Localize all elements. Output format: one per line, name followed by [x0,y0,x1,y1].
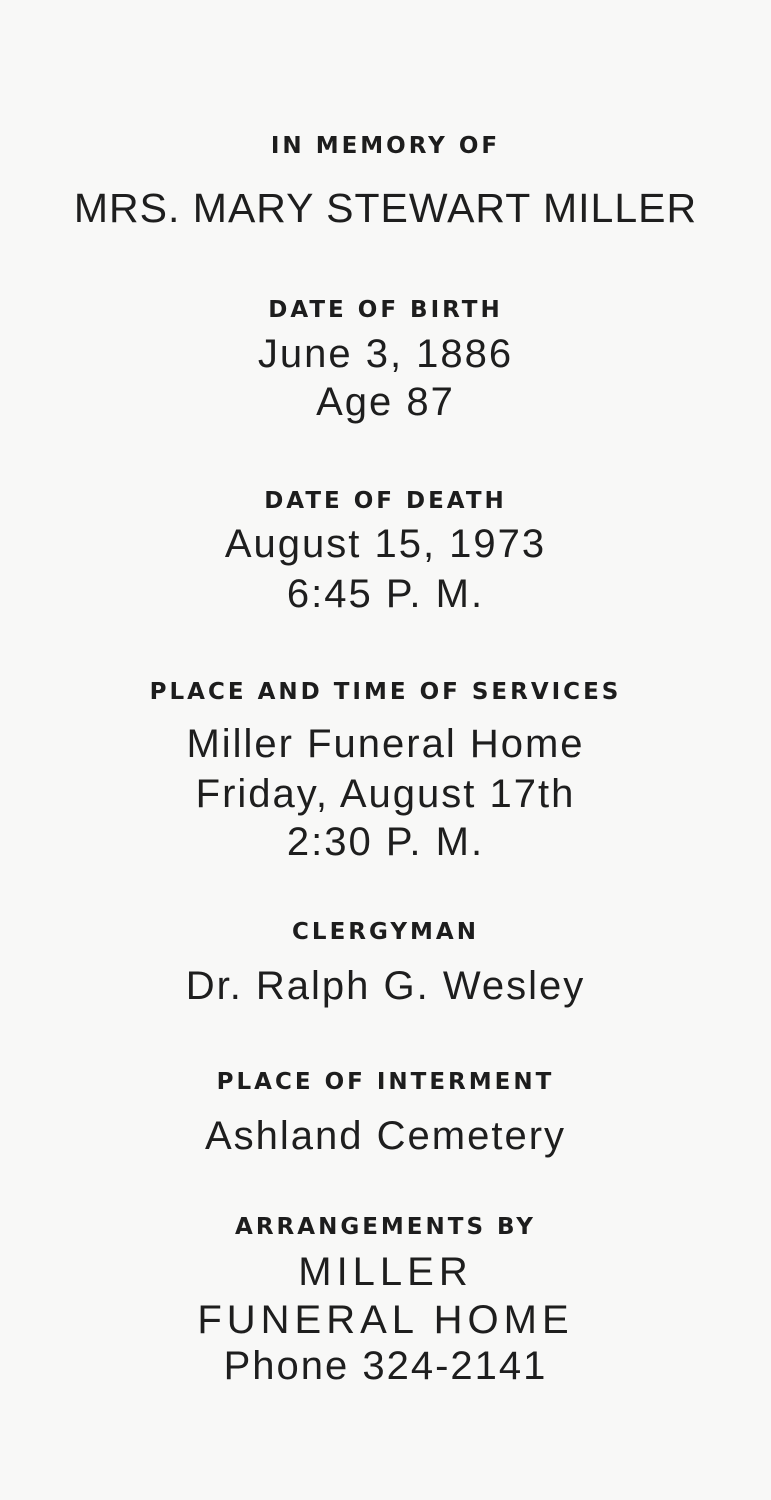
in-memory-heading: IN MEMORY OF [270,133,501,159]
birth-heading: DATE OF BIRTH [268,297,503,323]
clergyman-name: Dr. Ralph G. Wesley [185,964,586,1008]
services-place: Miller Funeral Home [186,722,585,766]
interment-heading: PLACE OF INTERMENT [216,1069,555,1095]
clergyman-heading: CLERGYMAN [292,919,479,945]
death-heading: DATE OF DEATH [264,488,507,514]
deceased-name: MRS. MARY STEWART MILLER [73,185,698,231]
services-heading: PLACE AND TIME OF SERVICES [149,679,622,705]
arrangements-heading: ARRANGEMENTS BY [235,1214,536,1240]
funeral-home-line2: FUNERAL HOME [197,1298,574,1342]
services-date: Friday, August 17th [195,772,576,816]
death-date: August 15, 1973 [224,522,547,566]
services-time: 2:30 P. M. [286,820,485,864]
birth-date: June 3, 1886 [257,332,514,376]
funeral-home-line1: MILLER [298,1250,473,1294]
interment-place: Ashland Cemetery [204,1114,567,1158]
death-time: 6:45 P. M. [286,572,485,616]
funeral-home-phone: Phone 324-2141 [223,1344,548,1388]
age: Age 87 [316,380,455,424]
